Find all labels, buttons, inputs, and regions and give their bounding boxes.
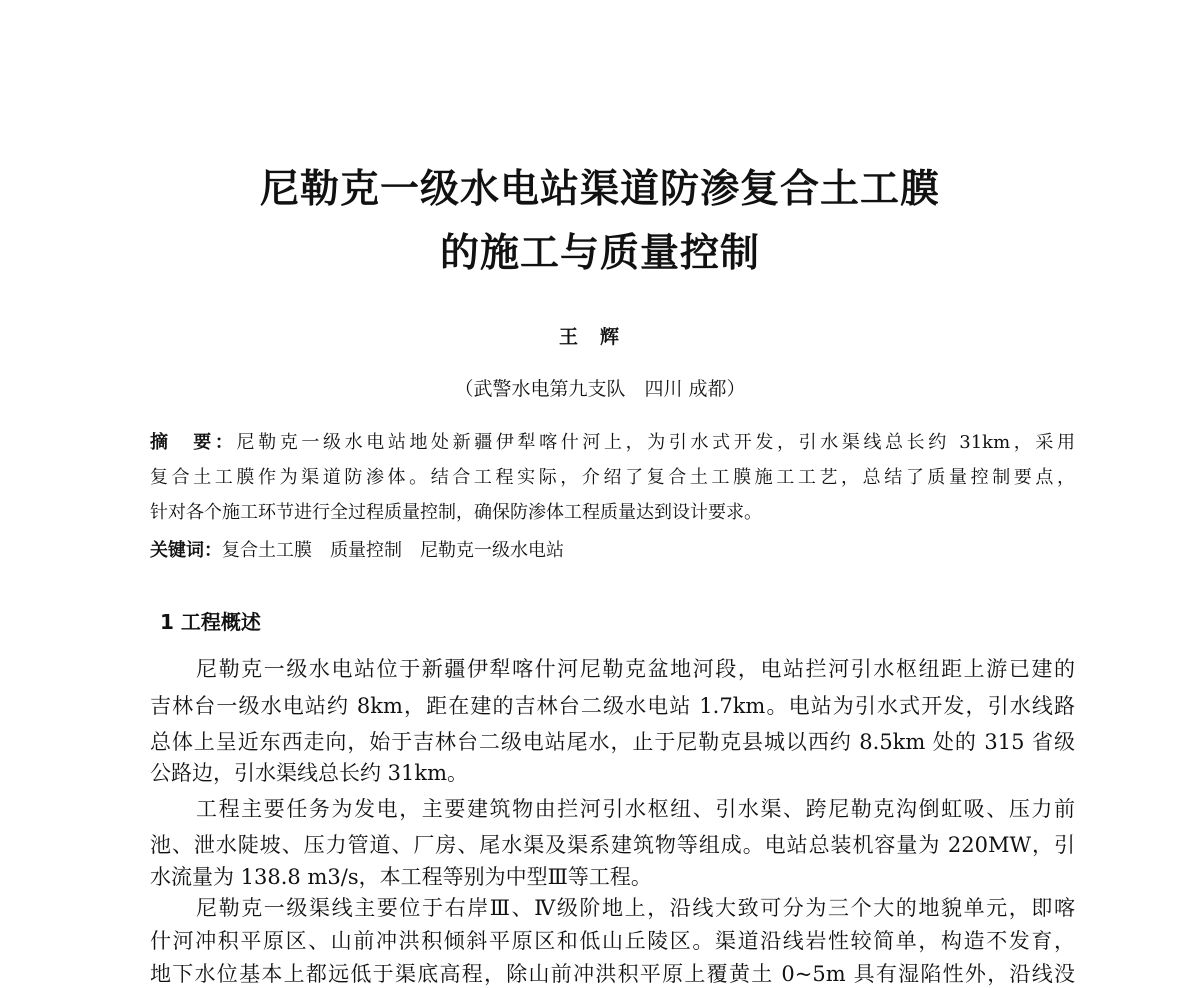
abstract-line: 针对各个施工环节进行全过程质量控制，确保防渗体工程质量达到设计要求。: [150, 502, 762, 523]
body-line: 池、泄水陡坡、压力管道、厂房、尾水渠及渠系建筑物等组成。电站总装机容量为 220MW，引: [150, 833, 1075, 857]
paper-title-line-2: 的施工与质量控制: [439, 231, 760, 276]
author: 王辉: [558, 326, 641, 348]
abstract-label: 摘 要：: [150, 432, 237, 453]
affiliation: （武警水电第九支队 四川 成都）: [454, 378, 746, 400]
body-line: 公路边，引水渠线总长约 31km。: [150, 761, 469, 785]
body-line: 什河冲积平原区、山前冲洪积倾斜平原区和低山丘陵区。渠道沿线岩性较简单，构造不发育，: [150, 929, 1075, 953]
body-line: 工程主要任务为发电，主要建筑物由拦河引水枢纽、引水渠、跨尼勒克沟倒虹吸、压力前: [196, 797, 1075, 821]
body-line: 水流量为 138.8 m3/s，本工程等别为中型Ⅲ等工程。: [150, 865, 652, 889]
keywords-label: 关键词：: [150, 540, 222, 561]
body-line: 尼勒克一级水电站位于新疆伊犁喀什河尼勒克盆地河段，电站拦河引水枢纽距上游已建的: [196, 657, 1075, 681]
abstract-line: 摘 要：尼勒克一级水电站地处新疆伊犁喀什河上，为引水式开发，引水渠线总长约 31km，采用: [150, 432, 1075, 453]
section-heading: 1 工程概述: [160, 610, 261, 634]
paper-title-line-1: 尼勒克一级水电站渠道防渗复合土工膜: [259, 167, 940, 212]
body-line: 总体上呈近东西走向，始于吉林台二级电站尾水，止于尼勒克县城以西约 8.5km 处的 315 省级: [150, 730, 1075, 754]
body-line: 吉林台一级水电站约 8km，距在建的吉林台二级水电站 1.7km。电站为引水式开发，引水线路: [150, 694, 1075, 718]
body-line: 尼勒克一级渠线主要位于右岸Ⅲ、Ⅳ级阶地上，沿线大致可分为三个大的地貌单元，即喀: [196, 896, 1075, 920]
body-line: 地下水位基本上都远低于渠底高程，除山前冲洪积平原上覆黄土 0~5m 具有湿陷性外，沿线没: [150, 962, 1075, 986]
keywords: 关键词：复合土工膜 质量控制 尼勒克一级水电站: [150, 540, 564, 561]
abstract-line: 复合土工膜作为渠道防渗体。结合工程实际，介绍了复合土工膜施工工艺，总结了质量控制要点，: [150, 467, 1075, 488]
